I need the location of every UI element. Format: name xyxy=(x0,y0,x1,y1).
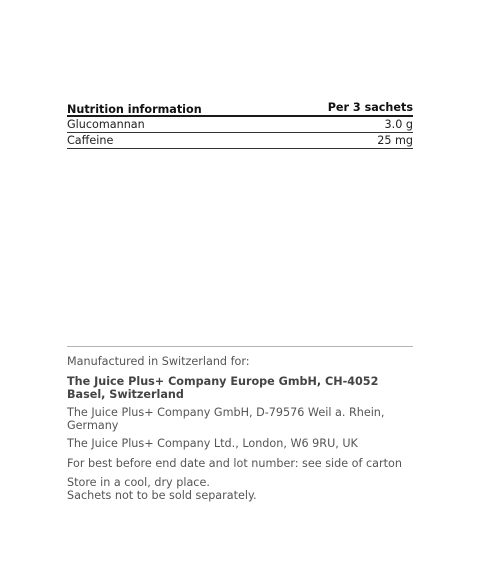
manufactured-in-text: Manufactured in Switzerland for: xyxy=(67,355,250,368)
nutrition-table xyxy=(67,96,413,149)
company-uk-address: The Juice Plus+ Company Ltd., London, W6 9RU, UK xyxy=(67,437,358,450)
nutrition-table-header xyxy=(67,96,413,117)
section-divider xyxy=(67,346,413,347)
nutrient-name: Caffeine xyxy=(67,134,114,147)
company-europe-address: The Juice Plus+ Company Europe GmbH, CH-4052 Basel, Switzerland xyxy=(67,375,379,401)
nutrient-name: Glucomannan xyxy=(67,118,145,131)
company-germany-address: The Juice Plus+ Company GmbH, D-79576 Weil a. Rhein, Germany xyxy=(67,406,385,432)
nutrition-row xyxy=(67,133,413,149)
nutrition-row xyxy=(67,117,413,133)
nutrition-header-label: Nutrition information xyxy=(67,103,202,116)
best-before-text: For best before end date and lot number: see side of carton xyxy=(67,457,402,470)
nutrient-value: 25 mg xyxy=(377,134,413,147)
nutrition-header-per: Per 3 sachets xyxy=(327,101,413,114)
sachet-sale-notice: Sachets not to be sold separately. xyxy=(67,489,257,502)
nutrient-value: 3.0 g xyxy=(384,118,413,131)
storage-instruction: Store in a cool, dry place. xyxy=(67,476,210,489)
